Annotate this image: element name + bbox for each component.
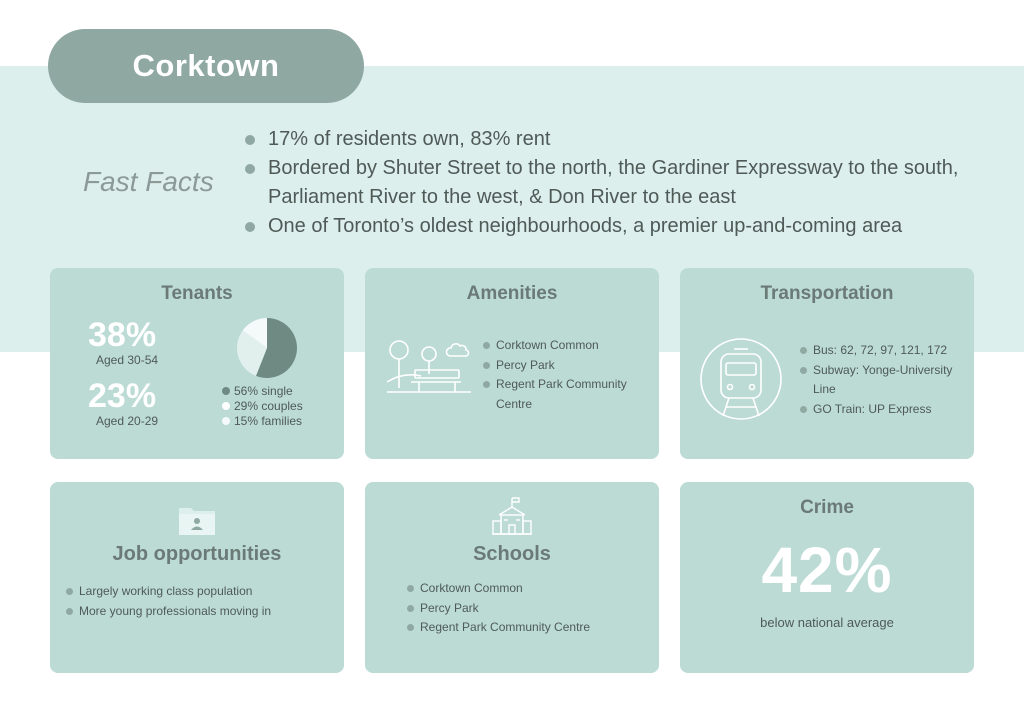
list-item: GO Train: UP Express [800,400,964,420]
train-icon [694,334,788,424]
job-opportunities-card [50,482,344,673]
list-item: Corktown Common [483,336,653,356]
list-item: Corktown Common [407,579,647,599]
tenants-stat-label: Aged 30-54 [96,353,159,367]
folder-user-icon [178,503,216,536]
legend-swatch [222,387,230,395]
tenants-card [50,268,344,459]
page-title: Corktown [132,48,280,83]
legend-label: 29% couples [234,399,303,413]
legend-item [222,399,303,414]
list-item: Largely working class population [66,582,336,602]
tenants-stat-value: 23% [88,377,157,415]
list-item: Regent Park Community Centre [407,618,647,638]
fast-facts-label: Fast Facts [83,166,214,197]
fast-fact-item: Bordered by Shuter Street to the north, the Gardiner Expressway to the south, Parliament River to the west, & Don River to the east [240,154,1010,212]
schools-list [407,579,647,638]
legend-item [222,384,303,399]
list-item: Subway: Yonge-University Line [800,361,964,400]
list-item: Percy Park [483,356,653,376]
schools-title: Schools [473,543,551,565]
crime-card [680,482,974,673]
legend-swatch [222,402,230,410]
legend-item [222,414,303,429]
fast-fact-item: One of Toronto’s oldest neighbourhoods, a premier up-and-coming area [240,212,1010,241]
amenities-list [483,336,653,414]
job-opportunities-list [66,582,336,621]
list-item: More young professionals moving in [66,602,336,622]
tenants-stat-value: 38% [88,316,157,354]
tenant-pie-chart [236,317,298,379]
schools-card [365,482,659,673]
tenants-stat-label: Aged 20-29 [96,414,159,428]
transportation-card [680,268,974,459]
legend-label: 56% single [234,384,293,398]
fast-fact-item: 17% of residents own, 83% rent [240,125,1010,154]
transportation-list [800,341,964,419]
crime-stat-label: below national average [760,615,894,630]
legend-label: 15% families [234,414,303,428]
list-item: Regent Park Community Centre [483,375,653,414]
amenities-title: Amenities [466,283,558,304]
legend-swatch [222,417,230,425]
fast-facts-list [240,125,1010,241]
school-building-icon [491,496,533,536]
list-item: Percy Park [407,599,647,619]
job-opportunities-title: Job opportunities [112,543,282,565]
tenant-pie-legend [222,384,303,429]
crime-title: Crime [800,497,854,518]
park-bench-icon [385,330,473,396]
list-item: Bus: 62, 72, 97, 121, 172 [800,341,964,361]
transportation-title: Transportation [760,283,894,304]
tenants-title: Tenants [161,283,233,304]
crime-stat-value: 42% [761,534,893,606]
neighbourhood-title-pill [48,29,364,103]
amenities-card [365,268,659,459]
